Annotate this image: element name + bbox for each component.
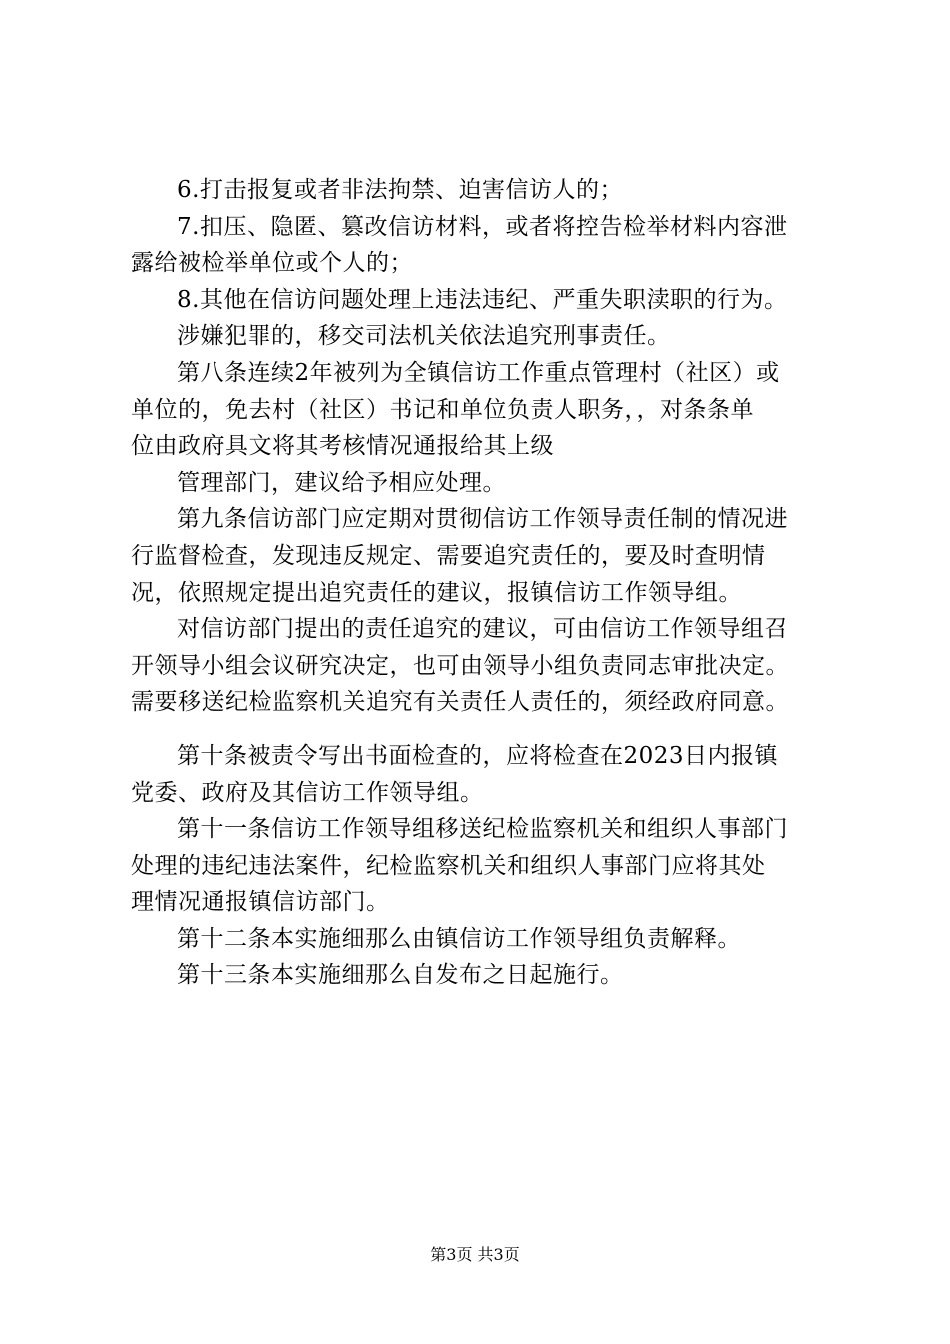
paragraph-line: 行监督检查，发现违反规定、需要追究责任的，要及时查明情 — [131, 542, 766, 569]
paragraph-gap — [131, 721, 843, 738]
paragraph-line: 对信访部门提出的责任追究的建议，可由信访工作领导组召 — [177, 616, 788, 643]
paragraph-line: 7.扣压、隐匿、篡改信访材料，或者将控告检举材料内容泄 — [177, 213, 788, 240]
page-number-footer: 第3页 共3页 — [430, 1245, 520, 1264]
paragraph-line: 第十三条本实施细那么自发布之日起施行。 — [177, 962, 624, 989]
paragraph-line: 涉嫌犯罪的，移交司法机关依法追究刑事责任。 — [177, 323, 671, 350]
paragraph-line: 处理的违纪违法案件，纪检监察机关和组织人事部门应将其处 — [131, 852, 766, 879]
paragraph-line: 第十一条信访工作领导组移送纪检监察机关和组织人事部门 — [177, 816, 788, 843]
paragraph-line: 开领导小组会议研究决定，也可由领导小组负责同志审批决定。 — [131, 652, 789, 679]
paragraph-line: 党委、政府及其信访工作领导组。 — [131, 779, 484, 806]
paragraph-line: 第九条信访部门应定期对贯彻信访工作领导责任制的情况进 — [177, 506, 788, 533]
paragraph-line: 需要移送纪检监察机关追究有关责任人责任的，须经政府同意。 — [131, 689, 789, 716]
paragraph-line: 理情况通报镇信访部门。 — [131, 889, 390, 916]
paragraph-line: 位由政府具文将其考核情况通报给其上级 — [131, 433, 554, 460]
paragraph-line: 单位的，免去村（社区）书记和单位负责人职务，，对条条单 — [131, 396, 754, 423]
paragraph-line: 6.打击报复或者非法拘禁、迫害信访人的； — [177, 177, 623, 203]
paragraph-line: 第十二条本实施细那么由镇信访工作领导组负责解释。 — [177, 925, 741, 952]
document-body — [131, 172, 843, 994]
paragraph-line: 况，依照规定提出追究责任的建议，报镇信访工作领导组。 — [131, 579, 742, 606]
paragraph-line: 露给被检举单位或个人的； — [131, 250, 413, 277]
paragraph-line: 管理部门，建议给予相应处理。 — [177, 469, 506, 496]
paragraph-line: 8.其他在信访问题处理上违法违纪、严重失职渎职的行为。 — [177, 286, 788, 313]
paragraph-line: 第八条连续2年被列为全镇信访工作重点管理村（社区）或 — [177, 359, 780, 386]
paragraph-line: 第十条被责令写出书面检查的，应将检查在2023日内报镇 — [177, 742, 779, 769]
